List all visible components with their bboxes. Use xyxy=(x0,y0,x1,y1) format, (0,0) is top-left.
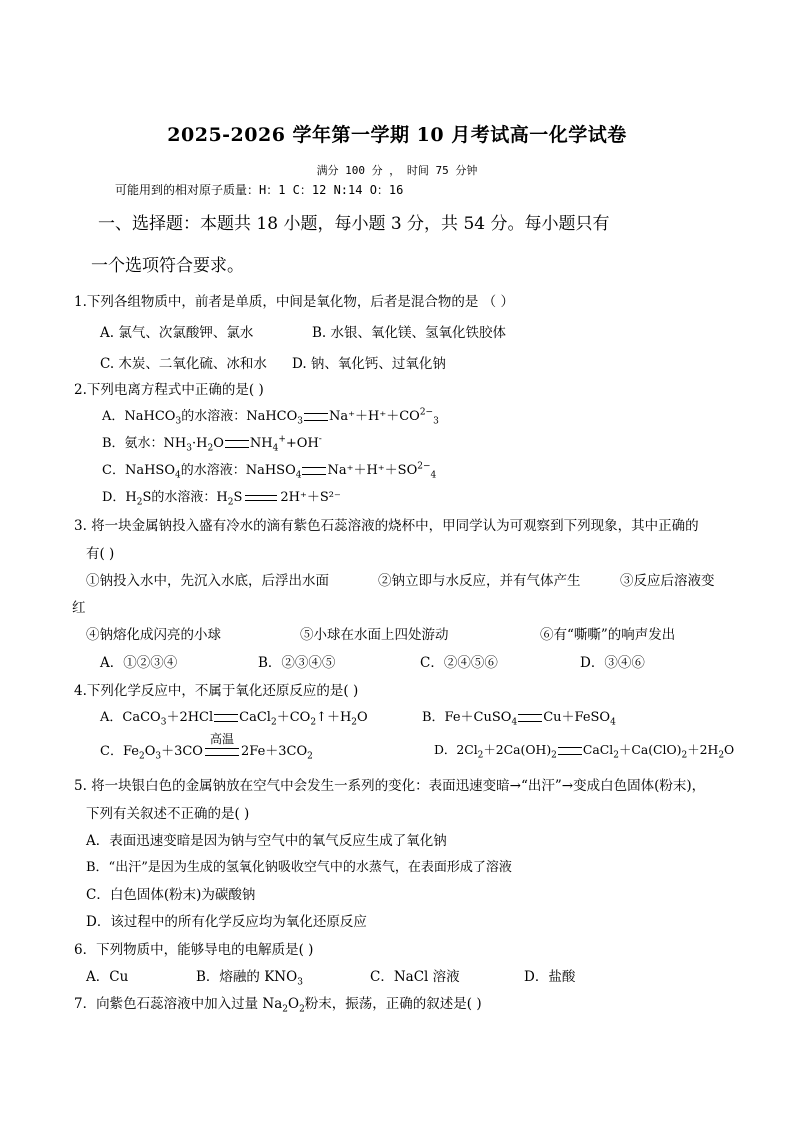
q4-option-b: B．Fe＋CuSO$_4$ Cu＋FeSO$_4$ xyxy=(422,710,616,728)
q3-statement-3-cont: 红 xyxy=(72,600,86,616)
q3-stem-line2: 有( ) xyxy=(86,546,115,562)
q3-statement-2: ②钠立即与水反应，并有气体产生 xyxy=(378,573,581,589)
q6-option-a: A．Cu xyxy=(86,969,129,985)
q1-option-b: B. 水银、氧化镁、氢氧化铁胶体 xyxy=(312,325,507,341)
q6-option-d: D．盐酸 xyxy=(524,969,576,985)
section-heading-line1: 一、选择题：本题共 18 小题，每小题 3 分，共 54 分。每小题只有 xyxy=(98,214,610,234)
reaction-condition: 高温 xyxy=(209,731,234,746)
q3-statement-1: ①钠投入水中，先沉入水底，后浮出水面 xyxy=(86,573,329,589)
q4-stem: 4.下列化学反应中，不属于氧化还原反应的是( ) xyxy=(74,683,359,699)
atomic-masses: 可能用到的相对原子质量：H：1 C：12 N:14 O：16 xyxy=(115,183,404,197)
q1-option-a: A. 氯气、次氯酸钾、氯水 xyxy=(100,325,254,341)
q3-statement-4: ④钠熔化成闪亮的小球 xyxy=(86,627,221,643)
q2-option-c: C．NaHSO$_4$的水溶液：NaHSO$_4$ $Na^++H^++SO^{2-}_4$ xyxy=(102,461,437,481)
q7-stem: 7．向紫色石蕊溶液中加入过量 $Na_2O_2$粉末，振荡，正确的叙述是( ) xyxy=(74,996,482,1015)
q3-statement-6: ⑥有“嘶嘶”的响声发出 xyxy=(540,627,676,643)
page-title: 2025-2026 学年第一学期 10 月考试高一化学试卷 xyxy=(167,124,627,146)
section-heading-line2: 一个选项符合要求。 xyxy=(91,256,244,276)
q3-stem-line1: 3. 将一块金属钠投入盛有冷水的滴有紫色石蕊溶液的烧杯中，甲同学认为可观察到下列现象，其中正确的 xyxy=(74,518,699,534)
q3-option-c: C．②④⑤⑥ xyxy=(420,655,498,671)
q4-option-a: A．CaCO$_3$＋2HCl $CaCl_2+CO_2↑+H_2O$ xyxy=(100,710,368,728)
q6-option-c: C．NaCl 溶液 xyxy=(370,969,460,985)
q5-option-d: D．该过程中的所有化学反应均为氧化还原反应 xyxy=(86,914,367,930)
q5-option-c: C．白色固体(粉末)为碳酸钠 xyxy=(86,887,256,903)
q1-option-d: D. 钠、氧化钙、过氧化钠 xyxy=(292,356,446,372)
q4-option-c: C．$Fe_2O_3+3CO$ 高温 $2Fe+3CO_2$ xyxy=(100,731,313,762)
q5-option-a: A．表面迅速变暗是因为钠与空气中的氧气反应生成了氧化钠 xyxy=(86,833,447,849)
exam-info: 满分 100 分 ， 时间 75 分钟 xyxy=(316,164,478,177)
q3-statement-5: ⑤小球在水面上四处游动 xyxy=(300,627,449,643)
q2-option-d: D．$H_2S$的水溶液：$H_2S$ 2H⁺＋S²⁻ xyxy=(102,490,341,508)
q2-option-b: B．氨水：$NH_3\cdot H_2O$ $NH_4^++OH^-$ xyxy=(102,434,322,454)
q1-option-c: C. 木炭、二氧化硫、冰和水 xyxy=(100,356,267,372)
q3-option-a: A．①②③④ xyxy=(100,655,178,671)
q1-stem: 1.下列各组物质中，前者是单质，中间是氧化物，后者是混合物的是 （ ） xyxy=(74,294,514,310)
q2-stem: 2.下列电离方程式中正确的是( ) xyxy=(74,382,264,398)
q5-option-b: B．“出汗”是因为生成的氢氧化钠吸收空气中的水蒸气，在表面形成了溶液 xyxy=(86,860,512,875)
q6-option-b: B．熔融的 $KNO_3$ xyxy=(196,969,303,988)
q3-option-d: D．③④⑥ xyxy=(580,655,645,671)
q2-option-a: A．NaHCO$_3$的水溶液：NaHCO$_3$ $Na^++H^++CO^{2-}_3$ xyxy=(102,407,439,427)
q3-option-b: B．②③④⑤ xyxy=(258,655,336,671)
q6-stem: 6．下列物质中，能够导电的电解质是( ) xyxy=(74,942,314,958)
q5-stem-line1: 5. 将一块银白色的金属钠放在空气中会发生一系列的变化：表面迅速变暗→“出汗”→变成白色固体(粉末)， xyxy=(74,778,706,794)
q3-statement-3: ③反应后溶液变 xyxy=(620,573,715,589)
q5-stem-line2: 下列有关叙述不正确的是( ) xyxy=(86,806,250,822)
q4-option-d: D．$2Cl_2+2Ca(OH)_2$ $CaCl_2+Ca(ClO)_2+2H_2O$ xyxy=(434,742,735,761)
equilibrium-arrow-icon xyxy=(245,494,277,502)
